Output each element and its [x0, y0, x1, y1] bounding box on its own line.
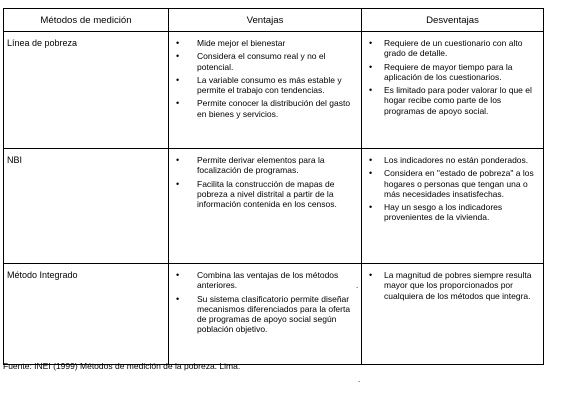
table-row-metodo-integrado — [4, 264, 544, 365]
comparison-table — [3, 8, 544, 365]
header-advantages: Ventajas — [169, 9, 362, 32]
list-item: • Permite conocer la distribución del gasto en bienes y servicios. — [169, 98, 357, 119]
list-item: • Hay un sesgo a los indicadores provenientes de la vivienda. — [362, 202, 539, 223]
list-item: • La magnitud de pobres siempre resulta mayor que los proporcionados por cualquiera de los métodos que integra. — [362, 270, 539, 301]
header-methods: Métodos de medición — [4, 9, 169, 32]
list-item: • Los indicadores no están ponderados. — [362, 155, 539, 165]
list-item: • Considera en "estado de pobreza" a los hogares o personas que tengan una o más necesidades insatisfechas. — [362, 168, 539, 199]
table-row-linea-pobreza — [4, 32, 544, 149]
list-item: • Requiere de un cuestionario con alto grado de detalle. — [362, 38, 539, 59]
disadvantages-cell — [362, 32, 544, 149]
list-item: • Combina las ventajas de los métodos anteriores. — [169, 270, 357, 291]
source-footnote: Fuente: INEI (1999) Métodos de medición de la pobreza. Lima. — [3, 361, 241, 371]
advantages-cell — [169, 32, 362, 149]
method-cell: Método Integrado — [4, 264, 169, 365]
list-item: • Es limitado para poder valorar lo que el hogar recibe como parte de los programas de apoyo social. — [362, 85, 539, 116]
advantages-cell — [169, 264, 362, 365]
header-disadvantages: Desventajas — [362, 9, 544, 32]
header-row — [4, 9, 544, 32]
table-row-nbi — [4, 149, 544, 264]
method-cell: NBI — [4, 149, 169, 264]
list-item: • Requiere de mayor tiempo para la aplicación de los cuestionarios. — [362, 62, 539, 83]
disadvantages-cell — [362, 264, 544, 365]
disadvantages-cell — [362, 149, 544, 264]
stray-dot-mark: . — [356, 281, 359, 290]
advantages-cell — [169, 149, 362, 264]
list-item: • Su sistema clasificatorio permite diseñar mecanismos diferenciados para la oferta de programas de apoyo social según población objetivo. — [169, 294, 357, 335]
list-item: • Considera el consumo real y no el potencial. — [169, 51, 357, 72]
stray-dot-mark: . — [358, 375, 361, 384]
list-item: • Mide mejor el bienestar — [169, 38, 357, 48]
list-item: • Permite derivar elementos para la focalización de programas. — [169, 155, 357, 176]
method-cell: Línea de pobreza — [4, 32, 169, 149]
list-item: • La variable consumo es más estable y permite el trabajo con tendencias. — [169, 75, 357, 96]
list-item: • Facilita la construcción de mapas de pobreza a nivel distrital a partir de la información contenida en los censos. — [169, 179, 357, 210]
